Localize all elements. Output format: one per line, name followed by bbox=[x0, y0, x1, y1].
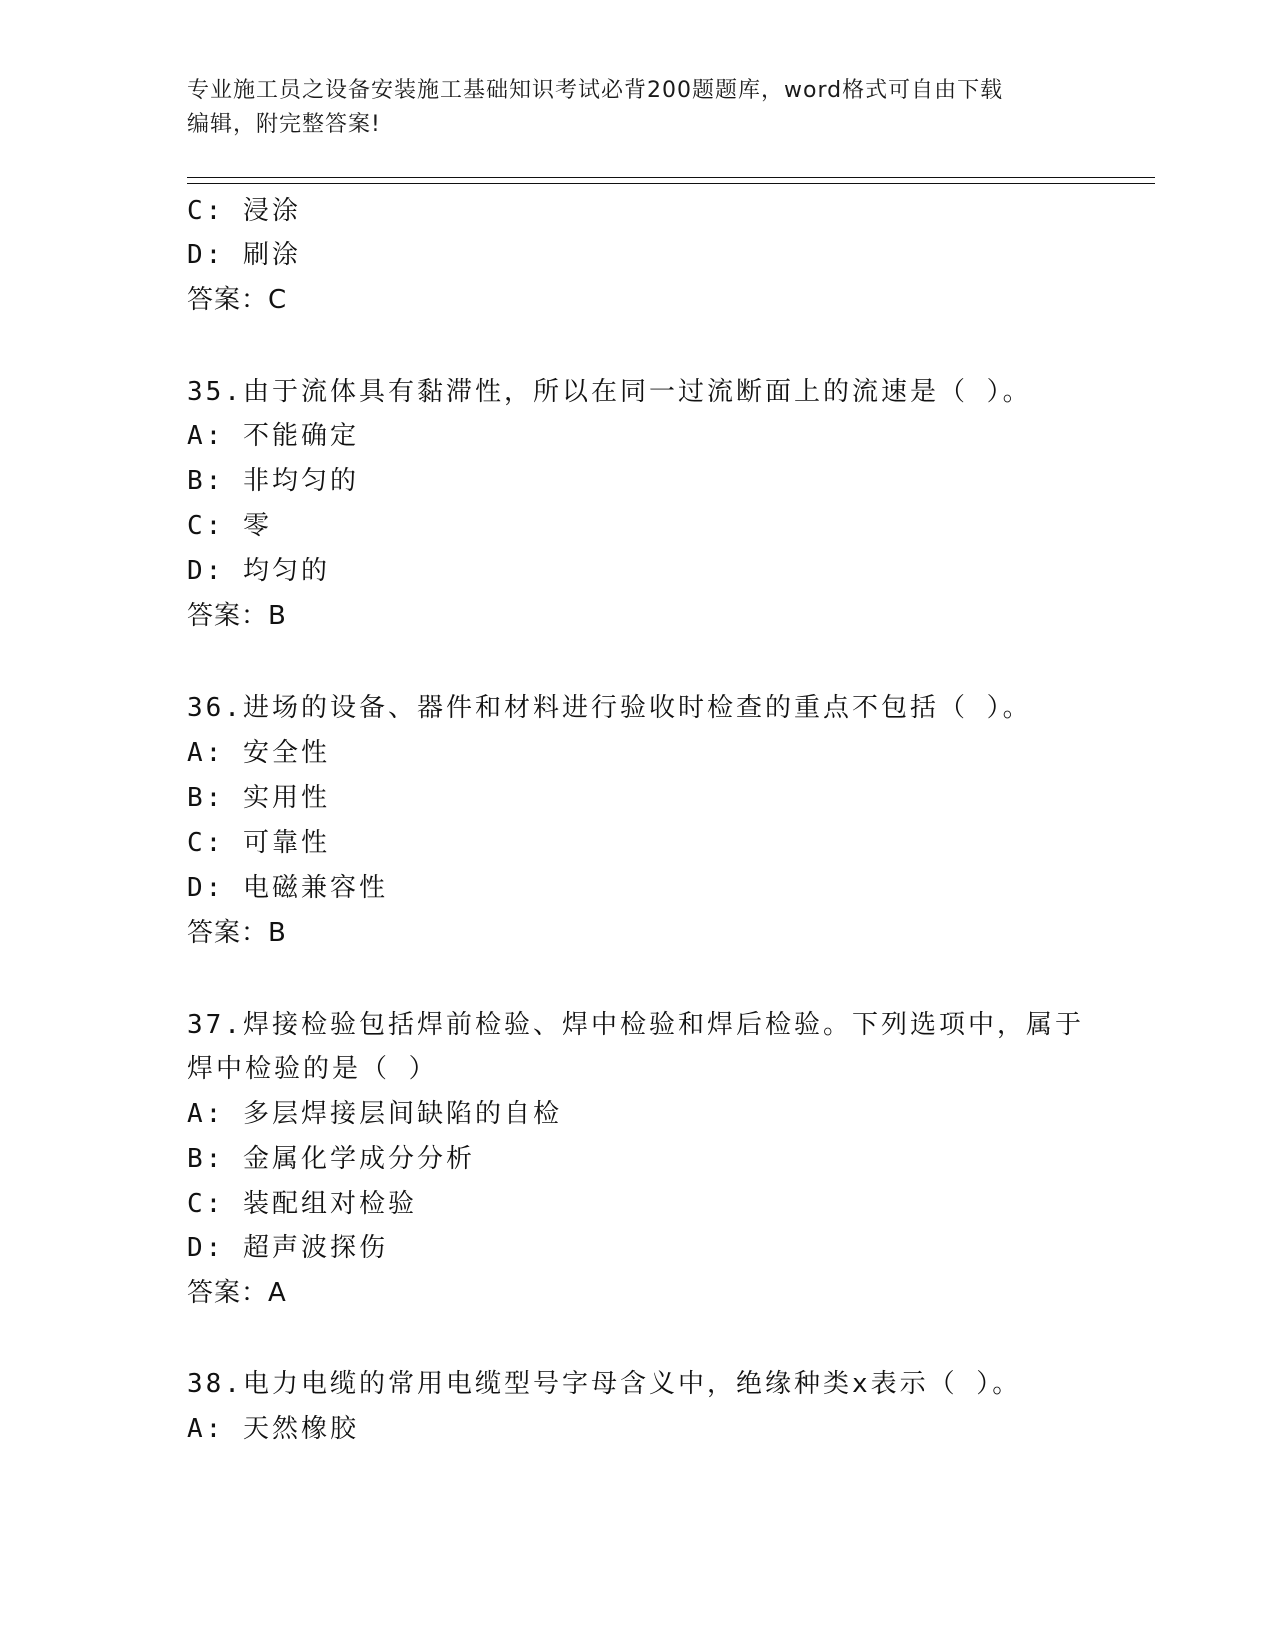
q35-stem: 35.由于流体具有黏滞性，所以在同一过流断面上的流速是（ ）。 bbox=[187, 377, 1032, 407]
q35-option-c: C: 零 bbox=[187, 511, 272, 541]
header-divider-top bbox=[187, 177, 1155, 178]
q37-option-c: C: 装配组对检验 bbox=[187, 1189, 417, 1219]
q38-stem: 38.电力电缆的常用电缆型号字母含义中，绝缘种类x表示（ ）。 bbox=[187, 1369, 1022, 1399]
q34-answer: 答案：C bbox=[187, 285, 288, 315]
q37-stem-line-2: 焊中检验的是（ ） bbox=[187, 1054, 438, 1084]
q36-answer: 答案：B bbox=[187, 918, 287, 948]
header-title-line-2: 编辑，附完整答案! bbox=[187, 112, 381, 137]
q35-option-b: B: 非均匀的 bbox=[187, 466, 359, 496]
q36-option-a: A: 安全性 bbox=[187, 738, 330, 768]
q38-option-a: A: 天然橡胶 bbox=[187, 1414, 359, 1444]
q35-option-a: A: 不能确定 bbox=[187, 421, 359, 451]
q35-option-d: D: 均匀的 bbox=[187, 556, 330, 586]
q36-option-b: B: 实用性 bbox=[187, 783, 330, 813]
q36-option-c: C: 可靠性 bbox=[187, 828, 330, 858]
header-divider-bottom bbox=[187, 183, 1155, 184]
q37-option-d: D: 超声波探伤 bbox=[187, 1233, 388, 1263]
q34-option-d: D: 刷涂 bbox=[187, 240, 301, 270]
document-header bbox=[187, 74, 1087, 142]
header-title-line-1: 专业施工员之设备安装施工基础知识考试必背200题题库，word格式可自由下载 bbox=[187, 78, 1004, 103]
q36-stem: 36.进场的设备、器件和材料进行验收时检查的重点不包括（ ）。 bbox=[187, 693, 1032, 723]
q37-option-b: B: 金属化学成分分析 bbox=[187, 1144, 475, 1174]
q37-option-a: A: 多层焊接层间缺陷的自检 bbox=[187, 1099, 562, 1129]
q35-answer: 答案：B bbox=[187, 601, 287, 631]
q37-answer: 答案：A bbox=[187, 1278, 287, 1308]
q36-option-d: D: 电磁兼容性 bbox=[187, 873, 388, 903]
q34-option-c: C: 浸涂 bbox=[187, 196, 301, 226]
q37-stem-line-1: 37.焊接检验包括焊前检验、焊中检验和焊后检验。下列选项中，属于 bbox=[187, 1010, 1084, 1040]
